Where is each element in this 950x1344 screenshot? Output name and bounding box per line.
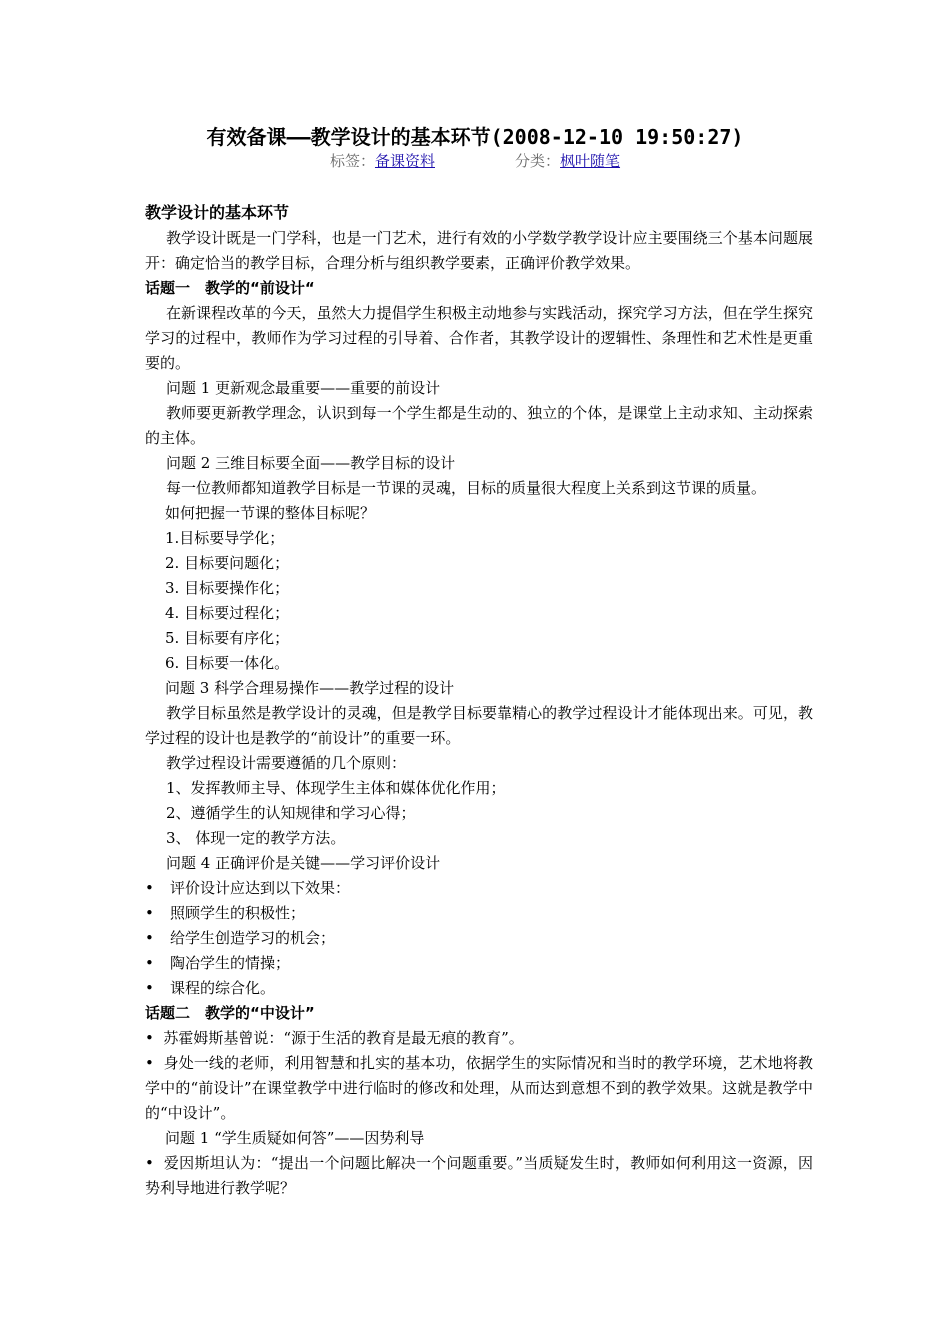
bullet-icon: •	[145, 1154, 154, 1172]
article-body	[145, 199, 813, 1201]
q2-question: 如何把握一节课的整体目标呢？	[165, 504, 376, 522]
post-meta	[0, 150, 950, 172]
principle-item: 2、遵循学生的认知规律和学习心得；	[166, 804, 416, 822]
section-title: 教学设计的基本环节	[145, 203, 290, 222]
q2-title: 问题 2 三维目标要全面——教学目标的设计	[166, 454, 456, 472]
category-link[interactable]: 枫叶随笔	[560, 152, 621, 170]
intro-paragraph: 教学设计既是一门学科，也是一门艺术，进行有效的小学数学教学设计应主要围绕三个基本问题展开：确定恰当的教学目标，合理分析与组织教学要素，正确评价教学效果。	[145, 229, 813, 272]
list-item: • 给学生创造学习的机会；	[145, 926, 813, 951]
tag-label: 标签：	[329, 152, 375, 170]
topic1-heading: 话题一 教学的“前设计“	[145, 279, 315, 297]
q4-title: 问题 4 正确评价是关键——学习评价设计	[166, 854, 441, 872]
goal-item: 5. 目标要有序化；	[165, 629, 290, 647]
goal-item: 4. 目标要过程化；	[165, 604, 290, 622]
bullet-icon: •	[145, 879, 154, 897]
t2q1-title: 问题 1 “学生质疑如何答”——因势利导	[165, 1129, 425, 1147]
goal-item: 3. 目标要操作化；	[165, 579, 290, 597]
list-item: • 课程的综合化。	[145, 976, 813, 1001]
list-item: • 照顾学生的积极性；	[145, 901, 813, 926]
q1-text: 教师要更新教学理念，认识到每一个学生都是生动的、独立的个体，是课堂上主动求知、主动探索的主体。	[145, 404, 813, 447]
list-item: • 苏霍姆斯基曾说：“源于生活的教育是最无痕的教育”。	[145, 1029, 524, 1047]
goal-item: 6. 目标要一体化。	[165, 654, 290, 672]
bullet-icon: •	[145, 904, 154, 922]
q2-text: 每一位教师都知道教学目标是一节课的灵魂，目标的质量很大程度上关系到这节课的质量。	[166, 479, 767, 497]
principle-item: 3、 体现一定的教学方法。	[166, 829, 346, 847]
list-item: • 陶冶学生的情操；	[145, 951, 813, 976]
list-item: • 身处一线的老师，利用智慧和扎实的基本功，依据学生的实际情况和当时的教学环境，艺术地将教学中的“前设计”在课堂教学中进行临时的修改和处理，从而达到意想不到的教学效果。这就是教学中的“中设计”。	[145, 1054, 813, 1122]
category-label: 分类：	[515, 152, 561, 170]
tag-link[interactable]: 备课资料	[374, 152, 435, 170]
topic1-paragraph: 在新课程改革的今天，虽然大力提倡学生积极主动地参与实践活动，探究学习方法，但在学生探究学习的过程中，教师作为学习过程的引导着、合作者，其教学设计的逻辑性、条理性和艺术性是更重要的。	[145, 304, 813, 372]
goal-item: 2. 目标要问题化；	[165, 554, 290, 572]
principle-item: 1、发挥教师主导、体现学生主体和媒体优化作用；	[166, 779, 506, 797]
q3-text: 教学目标虽然是教学设计的灵魂，但是教学目标要靠精心的教学过程设计才能体现出来。可见，教学过程的设计也是教学的“前设计”的重要一环。	[145, 704, 813, 747]
list-item: • 爱因斯坦认为：“提出一个问题比解决一个问题重要。”当质疑发生时，教师如何利用这一资源，因势利导地进行教学呢？	[145, 1154, 813, 1197]
q1-title: 问题 1 更新观念最重要——重要的前设计	[166, 379, 441, 397]
q3-title: 问题 3 科学合理易操作——教学过程的设计	[165, 679, 455, 697]
bullet-icon: •	[145, 954, 154, 972]
bullet-icon: •	[145, 979, 154, 997]
bullet-icon: •	[145, 1029, 154, 1047]
page-title: 有效备课——教学设计的基本环节(2008-12-10 19:50:27)	[206, 125, 744, 149]
q3-principles-intro: 教学过程设计需要遵循的几个原则：	[166, 754, 407, 772]
bullet-icon: •	[145, 1054, 154, 1072]
bullet-icon: •	[145, 929, 154, 947]
topic2-heading: 话题二 教学的“中设计”	[145, 1004, 315, 1022]
list-item: • 评价设计应达到以下效果：	[145, 876, 813, 901]
goal-item: 1.目标要导学化；	[165, 529, 285, 547]
